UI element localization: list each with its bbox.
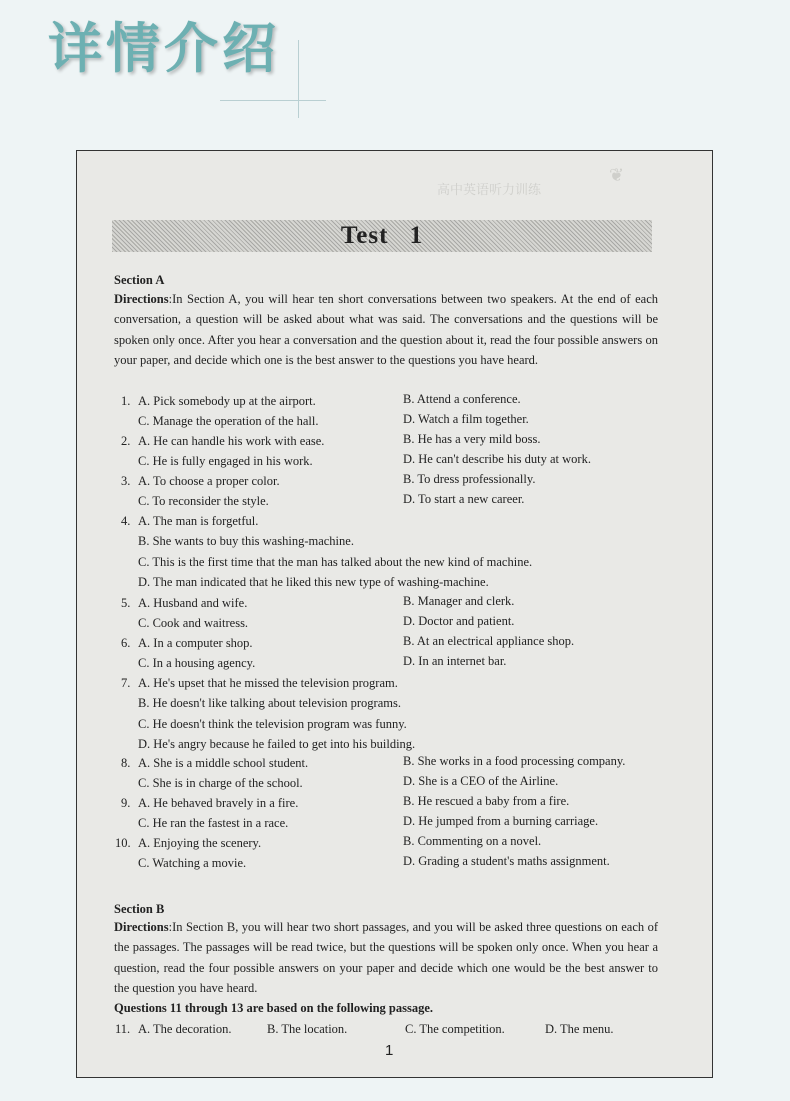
- question-1-option-b: B. Attend a conference.: [403, 392, 521, 406]
- question-10-option-a: A. Enjoying the scenery.: [138, 836, 262, 850]
- question-6-option-c: C. In a housing agency.: [138, 656, 256, 671]
- section-a-heading: Section A: [114, 273, 165, 287]
- question-6-option-a: A. In a computer shop.: [138, 636, 253, 650]
- question-1-number: 1.: [121, 394, 131, 408]
- section-a-directions: [114, 289, 658, 370]
- directions-text: :In Section B, you will hear two short passages, and you will be asked three questions on each of the passages. The passages will be read twice, but the questions will be spoken only once. When you hear a question, read the four possible answers on your paper and decide which one would be the best answer to the question you have heard.: [114, 920, 658, 995]
- question-7-number: 7.: [121, 676, 131, 690]
- question-4-option-d: D. The man indicated that he liked this new type of washing-machine.: [138, 574, 489, 589]
- question-7-option-c: C. He doesn't think the television program was funny.: [138, 716, 407, 731]
- question-9-option-d: D. He jumped from a burning carriage.: [403, 814, 599, 829]
- question-10-option-d: D. Grading a student's maths assignment.: [403, 854, 610, 869]
- page-title: 详情介绍: [48, 17, 280, 80]
- question-5-option-c: C. Cook and waitress.: [138, 616, 249, 631]
- question-8-option-c: C. She is in charge of the school.: [138, 776, 303, 791]
- decorative-horizontal-line: [220, 100, 326, 101]
- question-6-option-d: D. In an internet bar.: [403, 654, 507, 669]
- directions-text: :In Section A, you will hear ten short conversations between two speakers. At the end of each conversation, a question will be asked about what was said. The conversations and the questions will be spoken only once. After you hear a conversation and the question about it, read the four possible answers on your paper, and decide which one is the best answer to the questions you have heard.: [114, 292, 658, 367]
- question-7-option-b: B. He doesn't like talking about television programs.: [138, 696, 401, 711]
- question-2-option-b: B. He has a very mild boss.: [403, 432, 541, 446]
- question-4-option-c: C. This is the first time that the man has talked about the new kind of machine.: [138, 554, 533, 569]
- question-1-option-d: D. Watch a film together.: [403, 412, 529, 427]
- directions-label: Directions: [114, 920, 169, 934]
- section-b-directions: [114, 917, 658, 998]
- question-5-number: 5.: [121, 596, 131, 610]
- question-3-number: 3.: [121, 474, 131, 488]
- question-2-option-a: A. He can handle his work with ease.: [138, 434, 325, 448]
- question-9-option-a: A. He behaved bravely in a fire.: [138, 796, 299, 810]
- book-logo-icon: ❦: [609, 165, 625, 185]
- question-2-option-c: C. He is fully engaged in his work.: [138, 454, 313, 469]
- question-3-option-c: C. To reconsider the style.: [138, 494, 269, 509]
- question-5-option-d: D. Doctor and patient.: [403, 614, 515, 629]
- section-b-heading: Section B: [114, 902, 165, 916]
- question-8-number: 8.: [121, 756, 131, 770]
- q11-option-c: C. The competition.: [405, 1022, 505, 1036]
- page-number: 1: [385, 1042, 394, 1059]
- question-6-number: 6.: [121, 636, 131, 650]
- q11-option-a: A. The decoration.: [138, 1022, 232, 1036]
- question-5-option-a: A. Husband and wife.: [138, 596, 248, 610]
- question-1-option-c: C. Manage the operation of the hall.: [138, 414, 319, 429]
- question-8-option-b: B. She works in a food processing company.: [403, 754, 626, 768]
- question-2-number: 2.: [121, 434, 131, 448]
- directions-label: Directions: [114, 292, 169, 306]
- question-3-option-a: A. To choose a proper color.: [138, 474, 280, 488]
- question-10-number: 10.: [115, 836, 131, 850]
- question-5-option-b: B. Manager and clerk.: [403, 594, 515, 608]
- question-1-option-a: A. Pick somebody up at the airport.: [138, 394, 316, 408]
- question-7-option-a: A. He's upset that he missed the television program.: [138, 676, 398, 690]
- question-9-option-b: B. He rescued a baby from a fire.: [403, 794, 570, 808]
- question-8-option-a: A. She is a middle school student.: [138, 756, 309, 770]
- question-10-option-c: C. Watching a movie.: [138, 856, 247, 871]
- question-3-option-d: D. To start a new career.: [403, 492, 525, 507]
- question-4-option-a: A. The man is forgetful.: [138, 514, 259, 528]
- q11-option-d: D. The menu.: [545, 1022, 614, 1036]
- question-4-option-b: B. She wants to buy this washing-machine.: [138, 534, 354, 549]
- scanned-document-page: [76, 150, 713, 1078]
- q11-number: 11.: [115, 1022, 131, 1036]
- question-2-option-d: D. He can't describe his duty at work.: [403, 452, 591, 467]
- question-4-number: 4.: [121, 514, 131, 528]
- test-title-banner: [112, 220, 652, 252]
- running-head: 高中英语听力训练: [437, 182, 542, 197]
- passage-note: Questions 11 through 13 are based on the following passage.: [114, 1001, 434, 1015]
- question-3-option-b: B. To dress professionally.: [403, 472, 536, 486]
- decorative-vertical-line: [298, 40, 299, 118]
- question-6-option-b: B. At an electrical appliance shop.: [403, 634, 575, 648]
- test-title: Test 1: [340, 222, 424, 249]
- question-10-option-b: B. Commenting on a novel.: [403, 834, 542, 848]
- question-9-option-c: C. He ran the fastest in a race.: [138, 816, 289, 831]
- question-9-number: 9.: [121, 796, 131, 810]
- q11-option-b: B. The location.: [267, 1022, 348, 1036]
- question-8-option-d: D. She is a CEO of the Airline.: [403, 774, 559, 789]
- question-7-option-d: D. He's angry because he failed to get into his building.: [138, 736, 416, 751]
